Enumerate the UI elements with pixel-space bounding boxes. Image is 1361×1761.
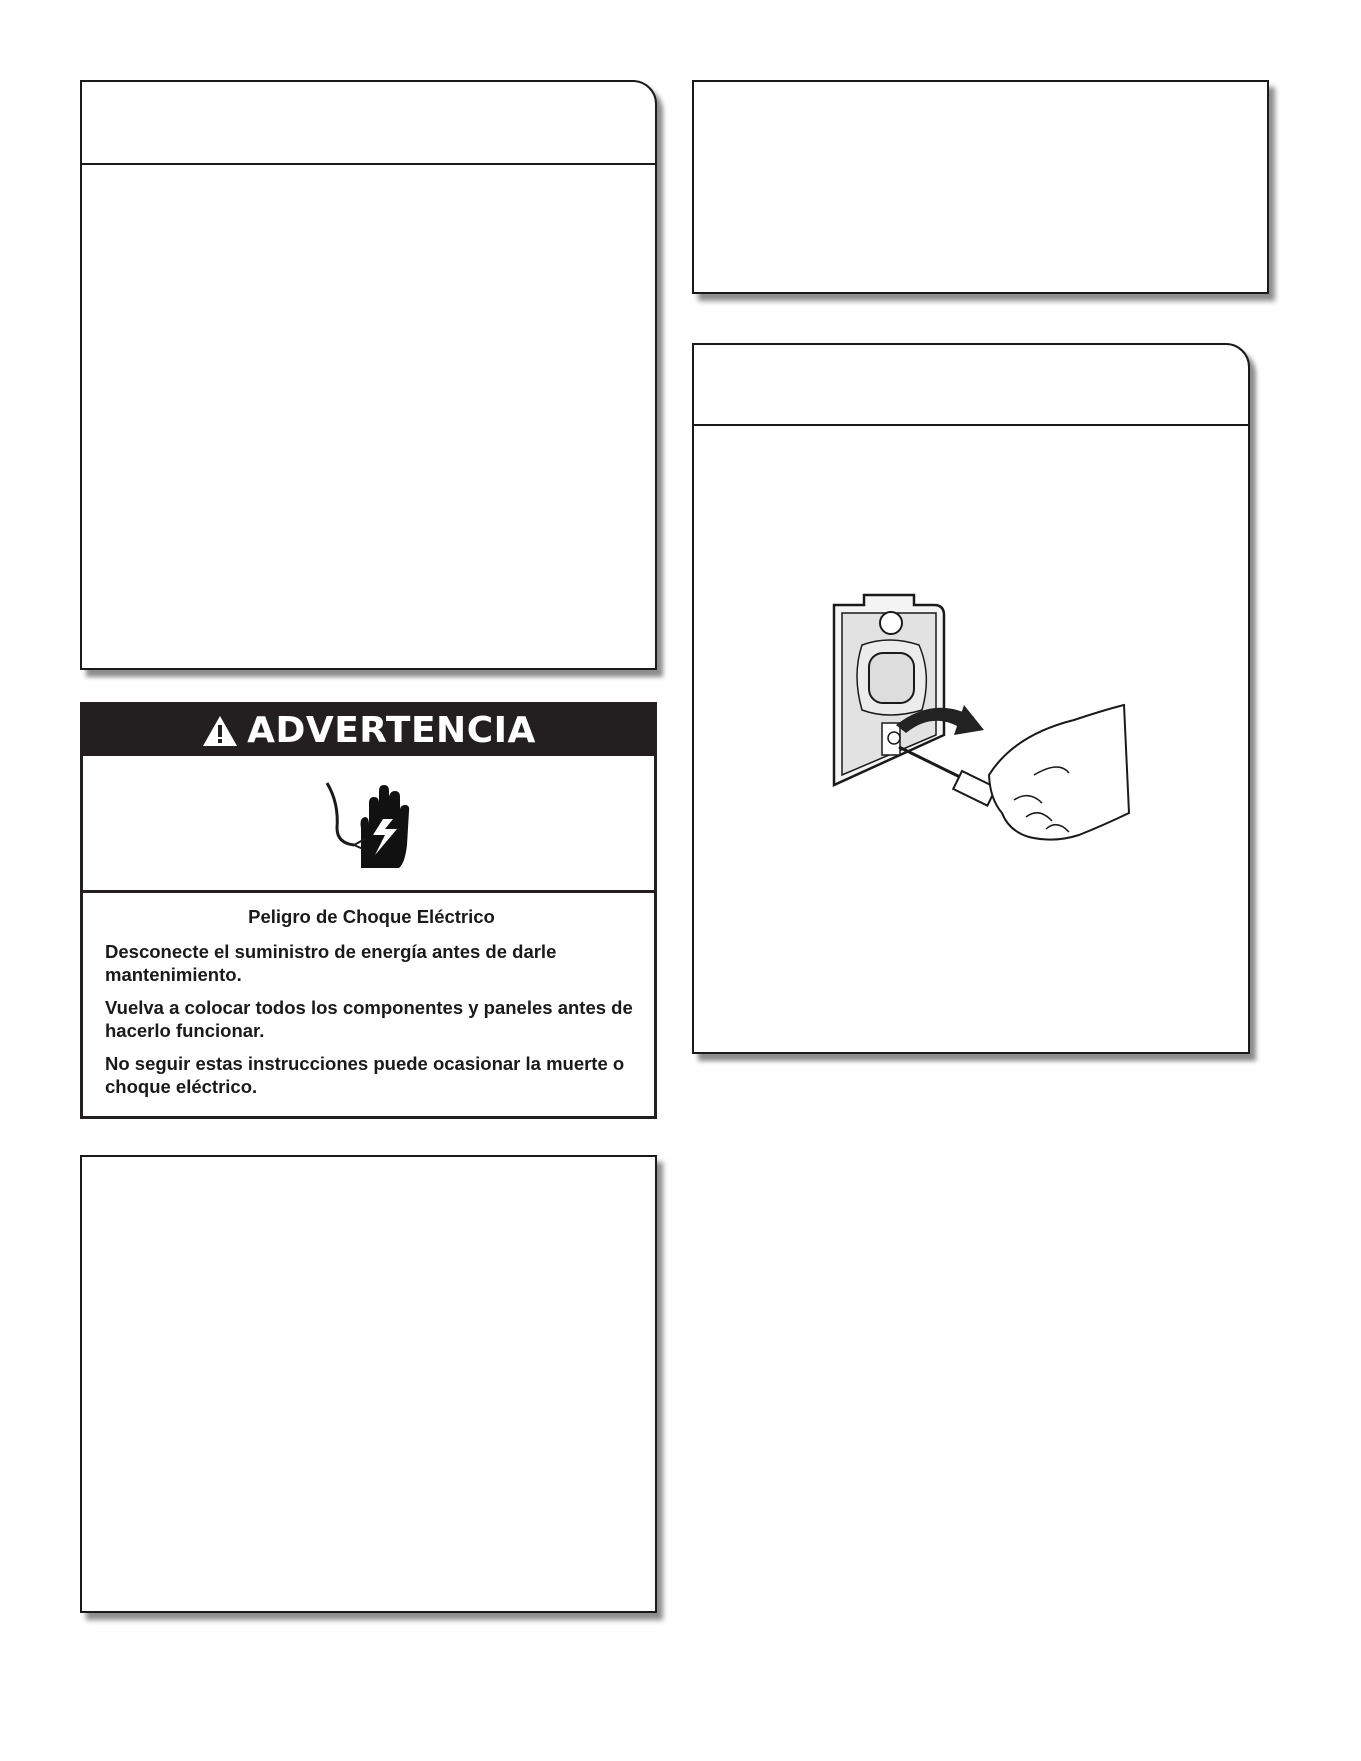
step-box-4 [80,1155,657,1613]
step-box-3 [692,343,1250,1054]
warning-title: ADVERTENCIA [247,710,536,751]
warning-line-3: No seguir estas instrucciones puede ocasionar la muerte o choque eléctrico. [105,1053,625,1097]
warning-subtitle: Peligro de Choque Eléctrico [248,906,495,927]
warning-header [83,705,654,756]
step-box-1-header-divider [82,163,655,165]
screwdriver-cover-plate-illustration [814,585,1134,865]
warning-line-2: Vuelva a colocar todos los componentes y paneles antes de hacerlo funcionar. [105,997,633,1041]
shock-icon-row [83,756,654,893]
electrical-shock-hand-icon [319,773,419,873]
step-box-2 [692,80,1269,294]
warning-triangle-icon [201,714,239,748]
warning-line-1: Desconecte el suministro de energía antes de darle mantenimiento. [105,941,557,985]
step-box-3-header-divider [694,424,1248,426]
step-box-1 [80,80,657,670]
warning-panel [80,702,657,1119]
warning-text [105,905,638,1108]
